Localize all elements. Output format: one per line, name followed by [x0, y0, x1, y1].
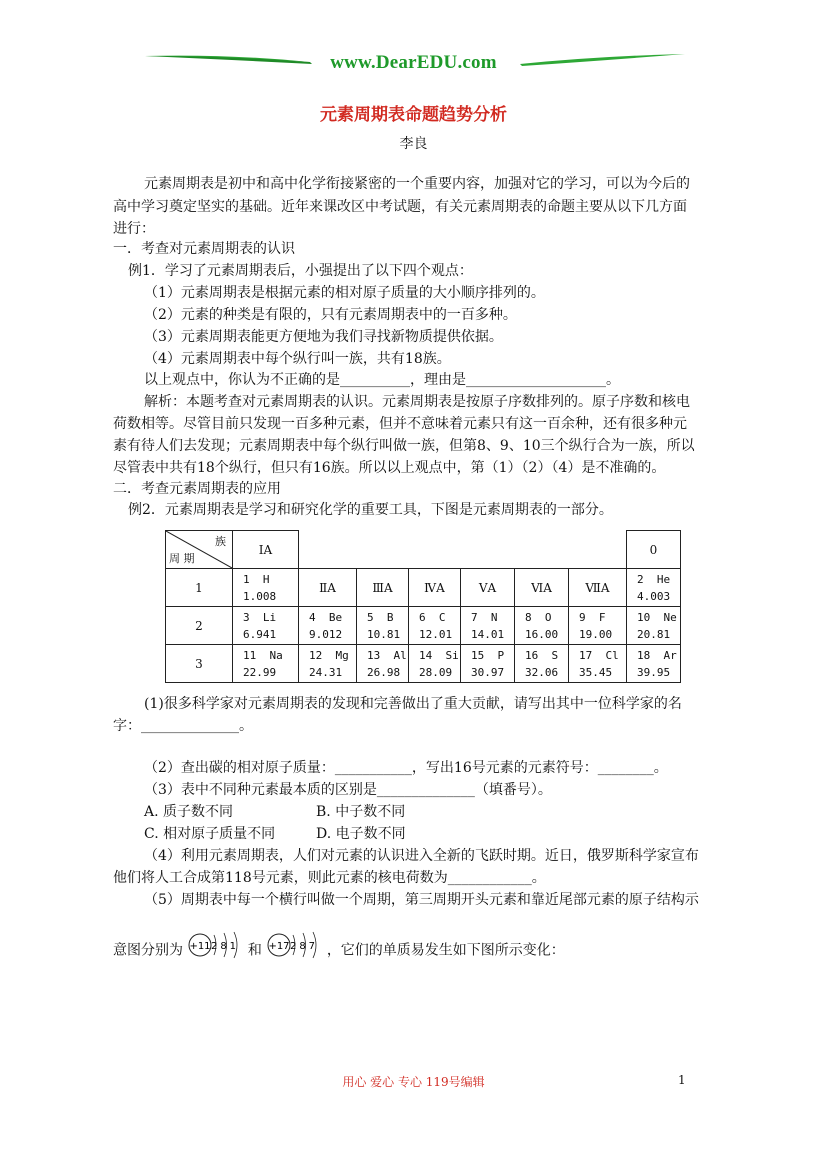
analysis-line-2: 荷数相等。尽管目前只发现一百多种元素，但并不意味着元素只有这一百余种，还有很多种元 — [113, 416, 687, 432]
intro-line-1: 元素周期表是初中和高中化学衔接紧密的一个重要内容，加强对它的学习，可以为今后的 — [144, 176, 690, 192]
q2: （2）查出碳的相对原子质量：___________，写出16号元素的元素符号：________。 — [144, 760, 668, 776]
table-header-row — [166, 531, 681, 569]
element-mass: 19.00 — [579, 627, 613, 641]
element-mass: 32.06 — [525, 665, 559, 679]
q5-line-1: （5）周期表中每一个横行叫做一个周期，第三周期开头元素和靠近尾部元素的原子结构示 — [144, 892, 699, 908]
group-header-0: 0 — [627, 531, 681, 569]
element-symbol: 1 H — [243, 572, 270, 586]
element-symbol: 6 C — [419, 610, 446, 624]
element-cell — [515, 645, 569, 683]
period-label: 1 — [166, 569, 233, 607]
element-symbol: 9 F — [579, 610, 606, 624]
period-label: 2 — [166, 607, 233, 645]
element-symbol: 17 Cl — [579, 648, 619, 662]
option-c: C. 相对原子质量不同 — [144, 826, 276, 842]
q5-line-2 — [113, 930, 565, 971]
atom2-nucleus: +17 — [268, 941, 290, 952]
q1-line-2: 字：______________。 — [113, 718, 253, 734]
element-symbol: 14 Si — [419, 648, 459, 662]
element-cell — [357, 607, 409, 645]
group-header-IVA: ⅣA — [409, 569, 461, 607]
q4-line-2: 他们将人工合成第118号元素，则此元素的核电荷数为____________。 — [113, 870, 546, 886]
q4-line-1: （4）利用元素周期表，人们对元素的认识进入全新的飞跃时期。近日，俄罗斯科学家宣布 — [144, 848, 699, 864]
element-symbol: 15 P — [471, 648, 505, 662]
element-symbol: 4 Be — [309, 610, 343, 624]
element-cell — [233, 607, 299, 645]
atom1-shells: 281 — [211, 941, 240, 952]
element-symbol: 12 Mg — [309, 648, 349, 662]
group-header-IIIA: ⅢA — [357, 569, 409, 607]
option-d: D. 电子数不同 — [316, 826, 406, 842]
group-header-VA: ⅤA — [461, 569, 515, 607]
element-mass: 1.008 — [243, 589, 277, 603]
element-mass: 16.00 — [525, 627, 559, 641]
group-header-IA: ⅠA — [233, 531, 299, 569]
element-mass: 35.45 — [579, 665, 613, 679]
analysis-line-3: 素有待人们去发现；元素周期表中每个纵行叫做一族，但第8、9、10三个纵行合为一族，所以 — [113, 438, 695, 454]
document-title: 元素周期表命题趋势分析 — [320, 105, 507, 125]
example1-question: 以上观点中，你认为不正确的是__________，理由是____________________。 — [144, 372, 620, 388]
element-cell-H — [233, 569, 299, 607]
site-logo-text: www.DearEDU.com — [330, 52, 497, 73]
intro-line-3: 进行： — [113, 221, 155, 237]
table-row-period-3 — [166, 645, 681, 683]
element-mass: 10.81 — [367, 627, 401, 641]
element-cell — [627, 607, 681, 645]
table-row-period-2 — [166, 607, 681, 645]
group-header-IIA: ⅡA — [299, 569, 357, 607]
element-cell — [409, 645, 461, 683]
sodium-atom-diagram — [187, 930, 243, 971]
element-cell — [627, 645, 681, 683]
element-cell — [515, 607, 569, 645]
q5-post-text: ，它们的单质易发生如下图所示变化： — [326, 942, 565, 959]
element-mass: 4.003 — [637, 589, 671, 603]
example1-point-3: （3）元素周期表能更方便地为我们寻找新物质提供依据。 — [144, 329, 503, 345]
chlorine-atom-diagram — [266, 930, 322, 971]
element-mass: 20.81 — [637, 627, 671, 641]
element-mass: 28.09 — [419, 665, 453, 679]
element-cell — [299, 645, 357, 683]
example1-point-2: （2）元素的种类是有限的，只有元素周期表中的一百多种。 — [144, 307, 517, 323]
element-symbol: 18 Ar — [637, 648, 677, 662]
element-mass: 30.97 — [471, 665, 505, 679]
atom2-shells: 287 — [290, 941, 319, 952]
table-corner-cell — [166, 531, 233, 569]
element-mass: 26.98 — [367, 665, 401, 679]
element-cell — [569, 645, 627, 683]
period-label: 3 — [166, 645, 233, 683]
page-number: 1 — [678, 1073, 686, 1087]
example1-point-1: （1）元素周期表是根据元素的相对原子质量的大小顺序排列的。 — [144, 285, 545, 301]
table-row-period-1 — [166, 569, 681, 607]
example1-intro: 例1．学习了元素周期表后，小强提出了以下四个观点： — [128, 263, 473, 279]
corner-period-label: 周 期 — [169, 552, 195, 565]
group-header-VIA: ⅥA — [515, 569, 569, 607]
element-cell — [461, 645, 515, 683]
element-cell — [569, 607, 627, 645]
element-mass: 24.31 — [309, 665, 343, 679]
q5-pre-text: 意图分别为 — [113, 942, 183, 959]
group-header-VIIA: ⅦA — [569, 569, 627, 607]
element-mass: 6.941 — [243, 627, 277, 641]
element-mass: 14.01 — [471, 627, 505, 641]
element-mass: 22.99 — [243, 665, 277, 679]
analysis-line-1: 解析：本题考查对元素周期表的认识。元素周期表是按原子序数排列的。原子序数和核电 — [144, 394, 690, 410]
element-symbol: 16 S — [525, 648, 559, 662]
corner-group-label: 族 — [215, 535, 226, 548]
element-symbol: 5 B — [367, 610, 394, 624]
periodic-table — [165, 530, 681, 683]
example2-intro: 例2．元素周期表是学习和研究化学的重要工具，下图是元素周期表的一部分。 — [128, 502, 613, 518]
intro-line-2: 高中学习奠定坚实的基础。近年来课改区中考试题，有关元素周期表的命题主要从以下几方面 — [113, 199, 687, 215]
example1-point-4: （4）元素周期表中每个纵行叫一族，共有18族。 — [144, 351, 451, 367]
element-cell — [299, 607, 357, 645]
q1-line-1: (1)很多科学家对元素周期表的发现和完善做出了重大贡献，请写出其中一位科学家的名 — [144, 696, 682, 712]
element-symbol: 11 Na — [243, 648, 283, 662]
element-symbol: 10 Ne — [637, 610, 677, 624]
section1-heading: 一．考查对元素周期表的认识 — [113, 241, 295, 257]
element-cell — [357, 645, 409, 683]
q3: （3）表中不同种元素最本质的区别是______________（填番号）。 — [144, 782, 552, 798]
element-mass: 12.01 — [419, 627, 453, 641]
option-b: B. 中子数不同 — [316, 804, 406, 820]
element-symbol: 8 O — [525, 610, 552, 624]
page-footer: 用心 爱心 专心 119号编辑 — [342, 1075, 485, 1089]
atom1-nucleus: +11 — [189, 941, 212, 952]
q5-mid-text: 和 — [247, 942, 262, 959]
element-symbol: 2 He — [637, 572, 671, 586]
analysis-line-4: 尽管表中共有18个纵行，但只有16族。所以以上观点中，第（1）（2）（4）是不准确的。 — [113, 460, 666, 476]
element-cell-He — [627, 569, 681, 607]
element-cell — [409, 607, 461, 645]
element-cell — [461, 607, 515, 645]
section2-heading: 二．考查元素周期表的应用 — [113, 481, 281, 497]
element-mass: 9.012 — [309, 627, 343, 641]
element-symbol: 7 N — [471, 610, 498, 624]
element-symbol: 13 Al — [367, 648, 407, 662]
option-a: A. 质子数不同 — [144, 804, 234, 820]
document-author: 李良 — [399, 136, 428, 152]
element-mass: 39.95 — [637, 665, 671, 679]
element-cell — [233, 645, 299, 683]
element-symbol: 3 Li — [243, 610, 277, 624]
